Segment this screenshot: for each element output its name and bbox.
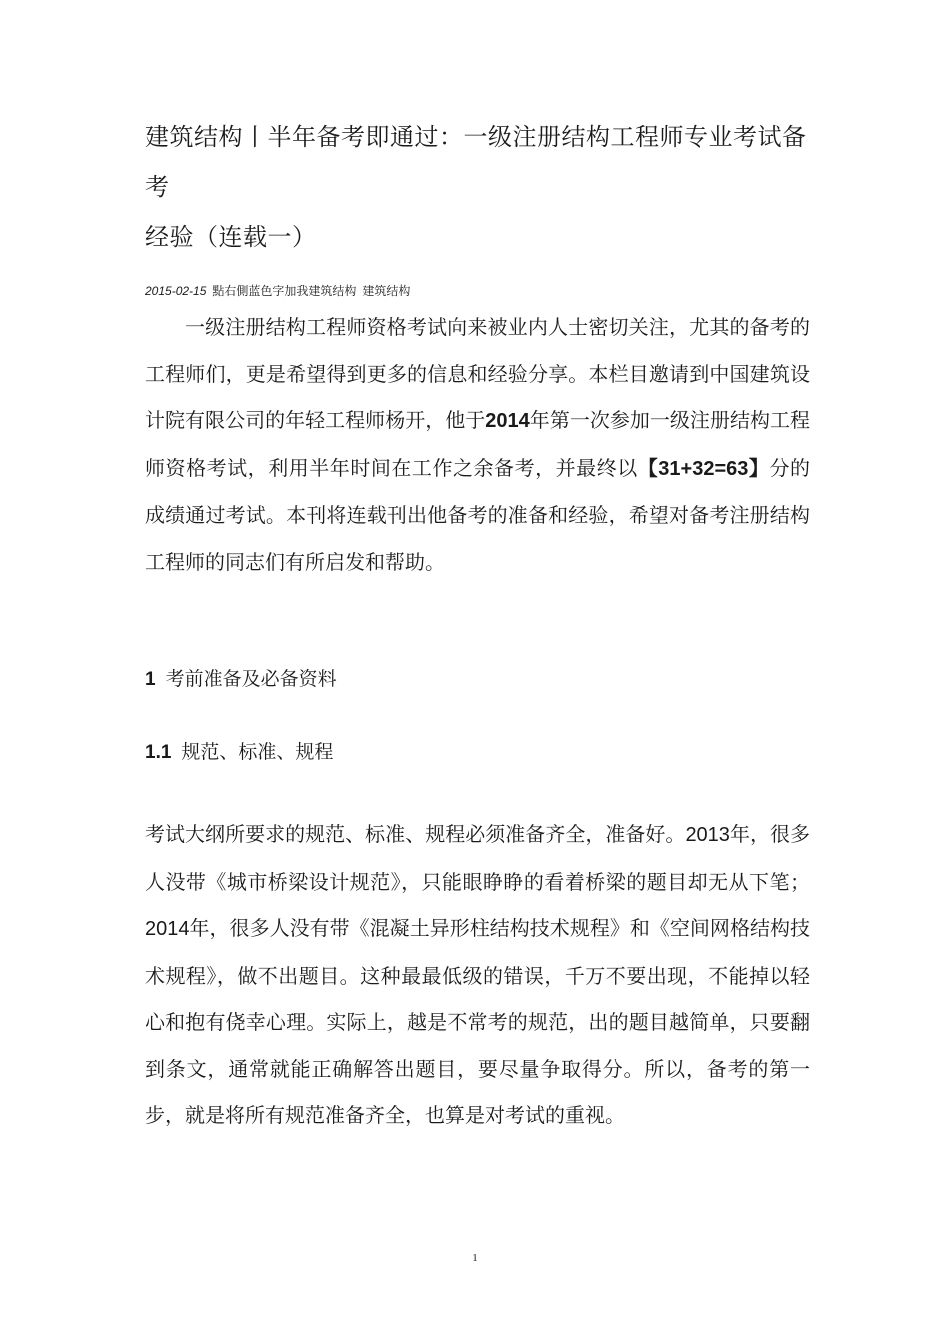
account-name[interactable]: 建筑结构 — [362, 284, 411, 298]
intro-text-2: 年第一次参加一级注册结构工程师资格考试，利用半年时间在工作之余备考，并最终以 — [145, 408, 811, 480]
page-number: 1 — [472, 1252, 478, 1264]
body-text-2: 年，很多人没带《城市桥梁设计规范》，只能眼睁睁的看着桥梁的题目却无从下笔； — [145, 822, 811, 894]
section-heading-1-1 — [145, 738, 810, 767]
section-number: 1 — [145, 669, 156, 690]
article-meta — [145, 282, 810, 300]
intro-paragraph — [145, 304, 810, 585]
subsection-title: 规范、标准、规程 — [181, 741, 334, 763]
intro-text-1: 一级注册结构工程师资格考试向来被业内人士密切关注，尤其的备考的工程师们，更是希望得到更多的信息和经验分享。本栏目邀请到中国建筑设计院有限公司的年轻工程师杨开，他于 — [145, 315, 810, 432]
intro-score: 【31+32=63】 — [637, 457, 770, 480]
follow-prompt[interactable]: 點右側蓝色字加我建筑结构 — [212, 284, 357, 298]
publish-date: 2015-02-15 — [145, 284, 207, 298]
article-title-line1: 建筑结构丨半年备考即通过：一级注册结构工程师专业考试备考 — [145, 123, 807, 201]
document-page — [145, 112, 810, 1139]
subsection-number: 1.1 — [145, 742, 172, 763]
section-title: 考前准备及必备资料 — [165, 668, 337, 690]
intro-year: 2014 — [485, 410, 530, 432]
article-title — [145, 112, 810, 262]
body-paragraph — [145, 811, 810, 1139]
intro-text-3: 分的成绩通过考试。本刊将连载刊出他备考的准备和经验，希望对备考注册结构工程师的同志们有所启发和帮助。 — [145, 455, 811, 574]
body-text-1: 考试大纲所要求的规范、标准、规程必须准备齐全，准备好。 — [145, 822, 686, 846]
section-heading-1 — [145, 665, 810, 694]
body-year-2: 2014 — [145, 918, 190, 940]
body-year-1: 2013 — [685, 824, 730, 846]
article-title-line2: 经验（连载一） — [145, 223, 317, 251]
body-text-3: 年，很多人没有带《混凝土异形柱结构技术规程》和《空间网格结构技术规程》，做不出题目。这种最最低级的错误，千万不要出现，不能掉以轻心和抱有侥幸心理。实际上，越是不常考的规范，出的题目越简单，只要翻到条文，通常就能正确解答出题目，要尽量争取得分。所以，备考的第一步，就是将所有规范准备齐全，也算是对考试的重视。 — [145, 916, 810, 1127]
